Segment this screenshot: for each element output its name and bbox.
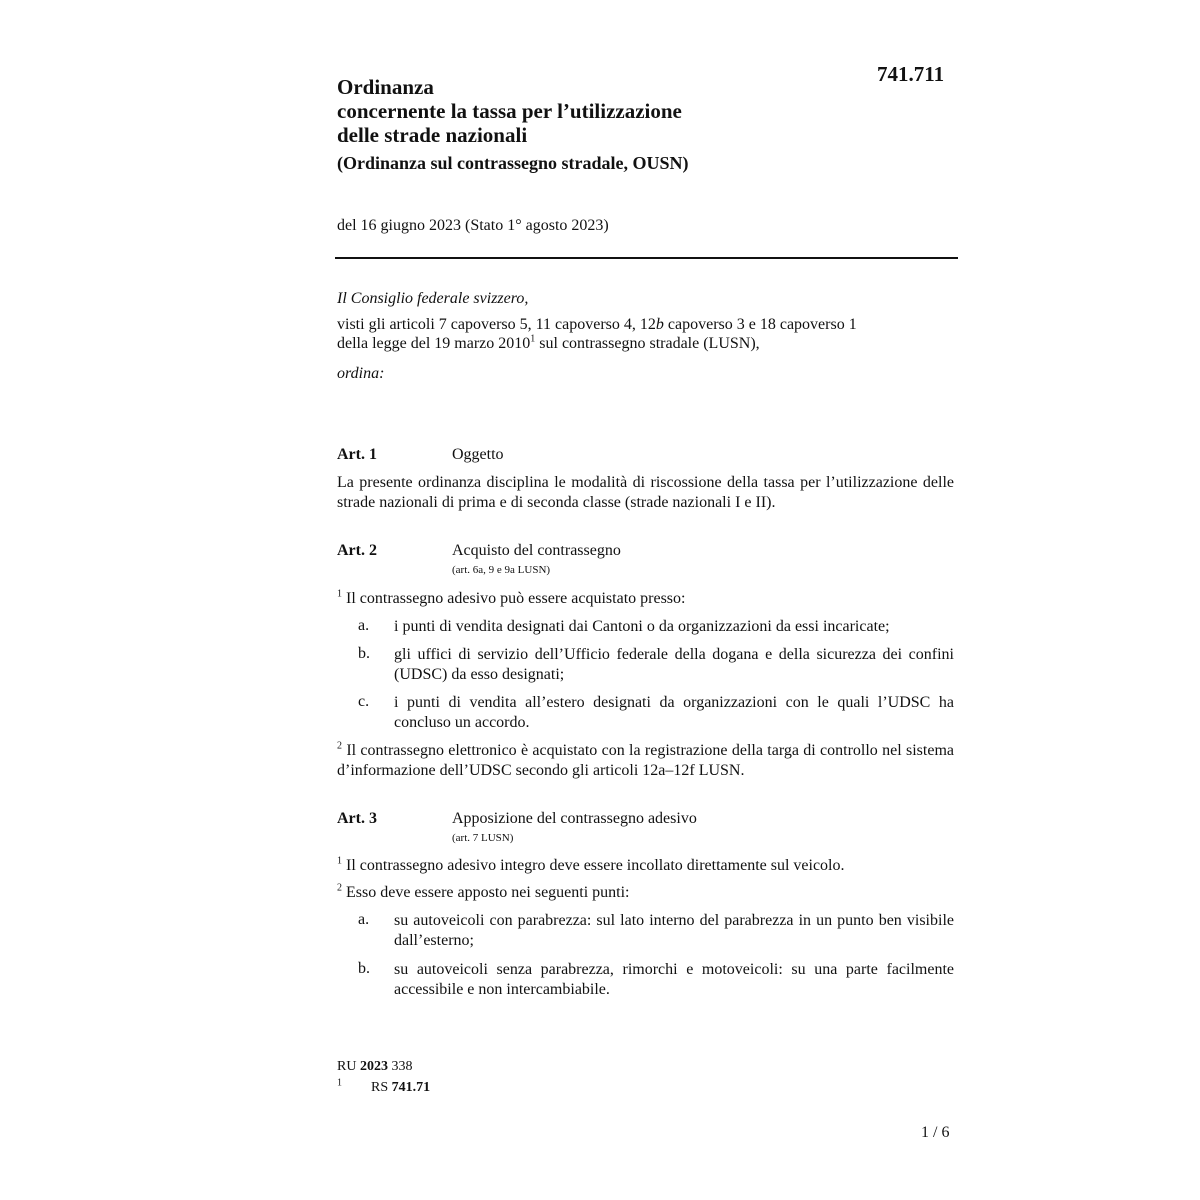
preamble-visti-line-1: visti gli articoli 7 capoverso 5, 11 capoverso 4, 12b capoverso 3 e 18 capoverso 1 [337,316,857,333]
footer-ru: RU 2023 338 [337,1059,413,1074]
art2-item-c-letter: c. [358,693,370,710]
art1-text: La presente ordinanza disciplina le modalità di riscossione della tassa per l’utilizzazione delle strade nazionali di prima e di seconda classe (strade nazionali I e II). [337,474,954,511]
art2-title: Acquisto del contrassegno [452,542,621,559]
art2-paragraph-2: $^2$ Il contrassegno elettronico è acquistato con la registrazione della targa di controllo nel sistema d’informazione dell’UDSC secondo gli articoli 12a–12f LUSN. [337,740,954,779]
art3-item-b-letter: b. [358,960,370,977]
art2-item-b-letter: b. [358,645,370,662]
title-line-1: Ordinanza [337,75,434,99]
title-line-2: concernente la tassa per l’utilizzazione [337,99,682,123]
art1-title: Oggetto [452,446,504,463]
art3-paragraph-2: $^2$ Esso deve essere apposto nei seguenti punti: [337,882,630,901]
footnote-1: $^1$ RS 741.71 [337,1077,431,1095]
footnote-number: 1 [337,1077,342,1089]
art2-item-a-text: i punti di vendita designati dai Cantoni o da organizzazioni da essi incaricate; [394,618,890,635]
title-line-3: delle strade nazionali [337,123,528,147]
art3-title: Apposizione del contrassegno adesivo [452,810,697,827]
preamble-visti [337,315,957,353]
art3-item-a-letter: a. [358,911,370,928]
preamble-ordina: ordina: [337,365,385,382]
art3-number: Art. 3 [337,810,377,827]
art2-item-b-text: gli uffici di servizio dell’Ufficio federale della dogana e della sicurezza dei confini (UDSC) da esso designati; [394,646,954,683]
document-date: del 16 giugno 2023 (Stato 1° agosto 2023) [337,217,609,234]
preamble-visti-line-2: della legge del 19 marzo 2010$^1$ sul contrassegno stradale (LUSN), [337,333,760,352]
art2-number: Art. 2 [337,542,377,559]
art2-reference: (art. 6a, 9 e 9a LUSN) [452,564,551,576]
art2-paragraph-1: $^1$ Il contrassegno adesivo può essere acquistato presso: [337,588,686,607]
preamble-authority: Il Consiglio federale svizzero, [337,290,529,307]
document-subtitle: (Ordinanza sul contrassegno stradale, OUSN) [337,153,689,173]
header-rule [335,257,958,259]
footnote-ref[interactable]: 1 [530,333,536,345]
page-number: 1 / 6 [921,1124,950,1141]
art3-reference: (art. 7 LUSN) [452,832,514,844]
document-title [337,75,682,147]
art1-number: Art. 1 [337,446,377,463]
art3-item-a-text: su autoveicoli con parabrezza: sul lato interno del parabrezza in un punto ben visibile dall’esterno; [394,912,954,949]
art3-item-b-text: su autoveicoli senza parabrezza, rimorchi e motoveicoli: su una parte facilmente accessibile e non intercambiabile. [394,961,954,998]
sr-number: 741.711 [877,62,945,86]
art2-item-a-letter: a. [358,617,370,634]
art3-paragraph-1: $^1$ Il contrassegno adesivo integro deve essere incollato direttamente sul veicolo. [337,855,845,874]
art2-item-c-text: i punti di vendita all’estero designati da organizzazioni con le quali l’UDSC ha concluso un accordo. [394,694,954,731]
